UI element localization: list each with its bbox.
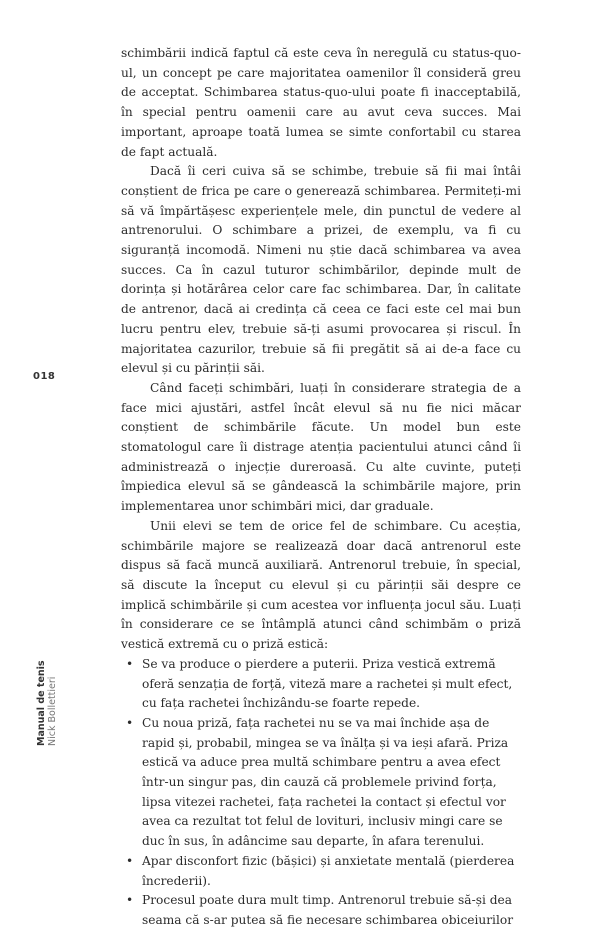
paragraph: Când faceți schimbări, luați în considerare strategia de a face mici ajustări, astfel încât elevul să nu fie nici măcar conștient de schimbările făcute. Un model bun este stomatologul care îi distrage atenția pacientului atunci când îi administrează o injecție dureroasă. Cu alte cuvinte, puteți împiedica elevul să se gândească la schimbările majore, prin implementarea unor schimbări mici, dar graduale. [121, 380, 521, 514]
bullet-item: • Apar disconfort fizic (bășici) și anxietate mentală (pierderea încrederii). [121, 852, 521, 891]
running-footer [36, 660, 58, 746]
paragraph: schimbării indică faptul că este ceva în neregulă cu status-quo-ul, un concept pe care majoritatea oamenilor îl consideră greu de acceptat. Schimbarea status-quo-ului poate fi inacceptabilă, în special pentru oamenii care au avut ceva succes. Mai important, aproape toată lumea se simte confortabil cu starea de fapt actuală. [121, 46, 521, 159]
bullet-list [121, 655, 521, 931]
bullet-item: • Cu noua priză, fața rachetei nu se va mai închide așa de rapid și, probabil, mingea se va înălța și va ieși afară. Priza estică va aduce prea multă schimbare pentru a avea efect într-un singur pas, din cauză că problemele privind forța, lipsa vitezei rachetei, fața rachetei la contact și efectul vor avea ca rezultat tot felul de lovituri, inclusiv mingi care se duc în sus, în adâncime sau departe, în afara terenului. [121, 714, 521, 852]
body-text [121, 44, 521, 931]
bullet-item: • Se va produce o pierdere a puterii. Priza vestică extremă oferă senzația de forță, viteză mare a rachetei și mult efect, cu fața rachetei închizându-se foarte repede. [121, 655, 521, 714]
book-title: Manual de tenis [36, 660, 47, 746]
paragraph: Unii elevi se tem de orice fel de schimbare. Cu aceștia, schimbările majore se realizează doar dacă antrenorul este dispus să facă muncă auxiliară. Antrenorul trebuie, în special, să discute la început cu elevul și cu părinții săi despre ce implică schimbările și cum acestea vor influența jocul său. Luați în considerare ce se întâmplă atunci când schimbăm o priză vestică extremă cu o priză estică: [121, 518, 521, 652]
page-number: 018 [33, 371, 56, 382]
bullet-item: • Procesul poate dura mult timp. Antrenorul trebuie să-și dea seama că s-ar putea să fie necesare schimbarea obiceiurilor [121, 891, 521, 930]
author-name: Nick Bollettieri [47, 676, 58, 746]
paragraph: Dacă îi ceri cuiva să se schimbe, trebuie să fii mai întâi conștient de frica pe care o generează schimbarea. Permiteți-mi să vă împărtășesc experiențele mele, din punctul de vedere al antrenorului. O schimbare a prizei, de exemplu, va fi cu siguranță incomodă. Nimeni nu știe dacă schimbarea va avea succes. Ca în cazul tuturor schimbărilor, depinde mult de dorința și hotărârea celor care fac schimbarea. Dar, în calitate de antrenor, dacă ai credința că ceea ce faci este cel mai bun lucru pentru elev, trebuie să-ți asumi provocarea și riscul. În majoritatea cazurilor, trebuie să fii pregătit să ai de-a face cu elevul și cu părinții săi. [121, 164, 521, 376]
